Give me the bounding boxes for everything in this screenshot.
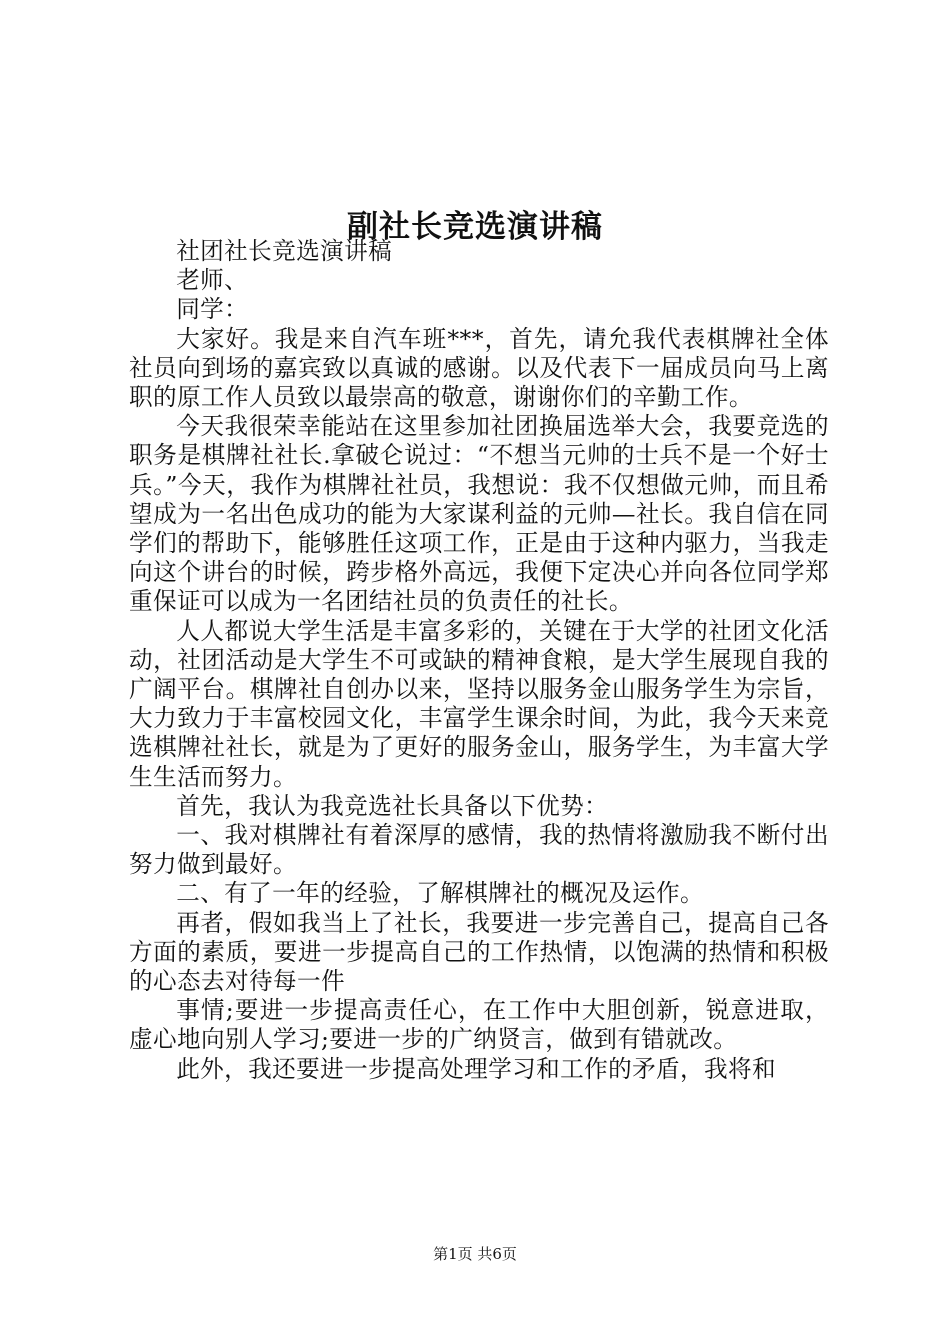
paragraph: 社团社长竞选演讲稿 — [176, 237, 393, 265]
paragraph: 一、我对棋牌社有着深厚的感情，我的热情将激励我不断付出努力做到最好。 — [129, 821, 829, 879]
document-body — [129, 237, 829, 1084]
document-title: 副社长竞选演讲稿 — [347, 208, 603, 245]
paragraph: 今天我很荣幸能站在这里参加社团换届选举大会，我要竞选的职务是棋牌社社长.拿破仑说过：“不想当元帅的士兵不是一个好士兵。”今天，我作为棋牌社社员，我想说：我不仅想做元帅，而且希望成为一名出色成功的能为大家谋利益的元帅—社长。我自信在同学们的帮助下，能够胜任这项工作，正是由于这种内驱力，当我走向这个讲台的时候，跨步格外高远，我便下定决心并向各位同学郑重保证可以成为一名团结社员的负责任的社长。 — [129, 412, 829, 616]
paragraph: 同学： — [176, 295, 249, 324]
page-number-footer: 第1页 共6页 — [433, 1245, 517, 1263]
paragraph: 此外，我还要进一步提高处理学习和工作的矛盾，我将和 — [176, 1054, 777, 1083]
paragraph: 再者，假如我当上了社长，我要进一步完善自己，提高自己各方面的素质，要进一步提高自己的工作热情，以饱满的热情和积极的心态去对待每一件 — [129, 908, 829, 996]
paragraph: 事情;要进一步提高责任心，在工作中大胆创新，锐意进取，虚心地向别人学习;要进一步的广纳贤言，做到有错就改。 — [129, 996, 829, 1054]
paragraph: 老师、 — [176, 266, 249, 295]
paragraph: 首先，我认为我竞选社长具备以下优势： — [176, 791, 609, 820]
paragraph: 大家好。我是来自汽车班***，首先，请允我代表棋牌社全体社员向到场的嘉宾致以真诚的感谢。以及代表下一届成员向马上离职的原工作人员致以最崇高的敬意，谢谢你们的辛勤工作。 — [129, 324, 829, 412]
paragraph: 二、有了一年的经验，了解棋牌社的概况及运作。 — [176, 879, 705, 908]
paragraph: 人人都说大学生活是丰富多彩的，关键在于大学的社团文化活动，社团活动是大学生不可或缺的精神食粮，是大学生展现自我的广阔平台。棋牌社自创办以来，坚持以服务金山服务学生为宗旨，大力致力于丰富校园文化，丰富学生课余时间，为此，我今天来竞选棋牌社社长，就是为了更好的服务金山，服务学生，为丰富大学生生活而努力。 — [129, 616, 829, 791]
